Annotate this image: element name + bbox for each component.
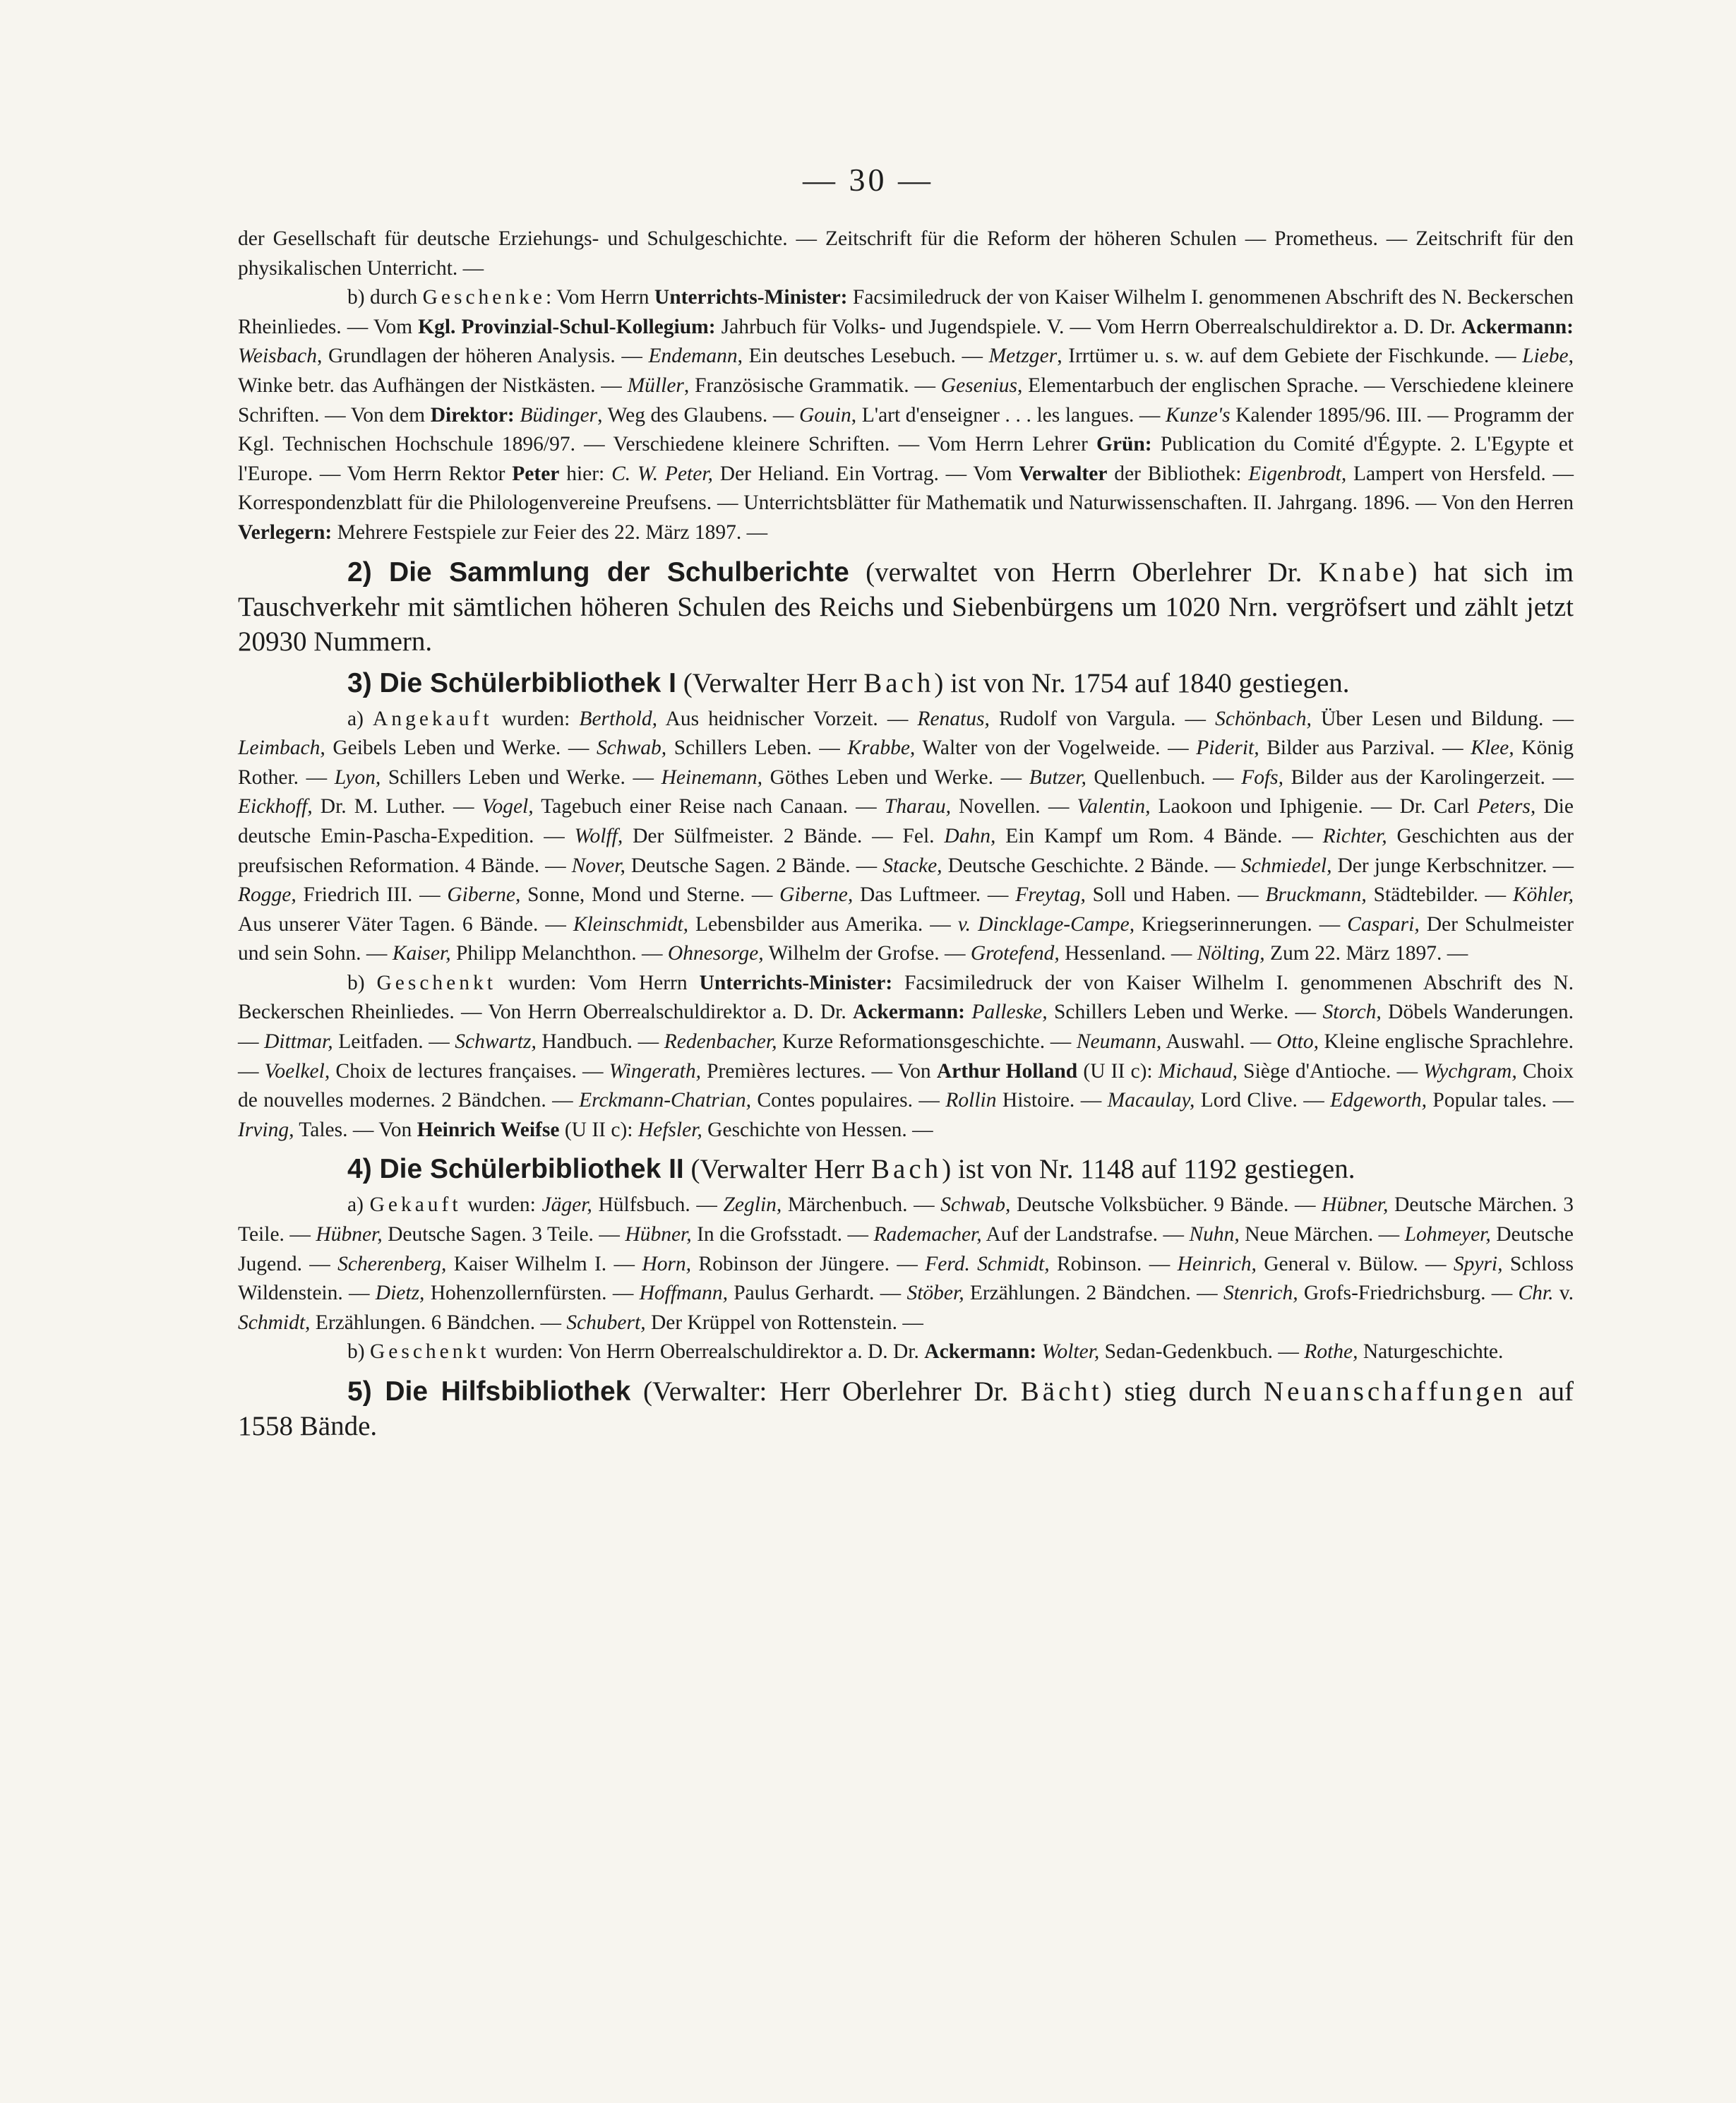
page-body [238,225,1574,1448]
section-2-school-reports: 2) Die Sammlung der Schulberichte (verwaltet von Herrn Oberlehrer Dr. Knabe) hat sich im Tauschverkehr mit sämtlichen höheren Schulen des Reichs und Siebenbürgens um 1020 Nrn. vergröfsert und zählt jetzt 20930 Nummern. [238,556,1574,657]
section-4-heading: 4) Die Schülerbibliothek II (Verwalter Herr Bach) ist von Nr. 1148 auf 1192 gestiegen. [347,1154,1355,1185]
section-5-auxiliary-library: 5) Die Hilfsbibliothek (Verwalter: Herr Oberlehrer Dr. Bächt) stieg durch Neuanschaffungen auf 1558 Bände. [238,1376,1574,1441]
section-4b-gifted: b) Geschenkt wurden: Von Herrn Oberrealschuldirektor a. D. Dr. Ackermann: Wolter, Sedan-Gedenkbuch. — Rothe, Naturgeschichte. [347,1340,1504,1364]
paragraph-gifts-teacher-library: b) durch Geschenke: Vom Herrn Unterrichts-Minister: Facsimiledruck der von Kaiser Wilhelm I. genommenen Abschrift des N. Beckerschen Rheinliedes. — Vom Kgl. Provinzial-Schul-Kollegium: Jahrbuch für Volks- und Jugendspiele. V. — Vom Herrn Oberrealschuldirektor a. D. Dr. Ackermann: Weisbach, Grundlagen der höheren Analysis. — Endemann, Ein deutsches Lesebuch. — Metzger, Irrtümer u. s. w. auf dem Gebiete der Fischkunde. — Liebe, Winke betr. das Aufhängen der Nistkästen. — Müller, Französische Grammatik. — Gesenius, Elementarbuch der englischen Sprache. — Verschiedene kleinere Schriften. — Von dem Direktor: Büdinger, Weg des Glaubens. — Gouin, L'art d'enseigner . . . les langues. — Kunze's Kalender 1895/96. III. — Programm der Kgl. Technischen Hochschule 1896/97. — Verschiedene kleinere Schriften. — Vom Herrn Lehrer Grün: Publication du Comité d'Égypte. 2. L'Egypte et l'Europe. — Vom Herrn Rektor Peter hier: C. W. Peter, Der Heliand. Ein Vortrag. — Vom Verwalter der Bibliothek: Eigenbrodt, Lampert von Hersfeld. — Korrespondenzblatt für die Philologenvereine Preufsens. — Unterrichtsblätter für Mathematik und Naturwissenschaften. II. Jahrgang. 1896. — Von den Herren Verlegern: Mehrere Festspiele zur Feier des 22. März 1897. — [238,286,1574,544]
page-number: — 30 — [803,162,933,198]
paragraph-journals: der Gesellschaft für deutsche Erziehungs- und Schulgeschichte. — Zeitschrift für die Reform der höheren Schulen — Prometheus. — Zeitschrift für den physikalischen Unterricht. — [238,227,1574,280]
section-3a-purchased: a) Angekauft wurden: Berthold, Aus heidnischer Vorzeit. — Renatus, Rudolf von Vargula. — Schönbach, Über Lesen und Bildung. — Leimbach, Geibels Leben und Werke. — Schwab, Schillers Leben. — Krabbe, Walter von der Vogelweide. — Piderit, Bilder aus Parzival. — Klee, König Rother. — Lyon, Schillers Leben und Werke. — Heinemann, Göthes Leben und Werke. — Butzer, Quellenbuch. — Fofs, Bilder aus der Karolingerzeit. — Eickhoff, Dr. M. Luther. — Vogel, Tagebuch einer Reise nach Canaan. — Tharau, Novellen. — Valentin, Laokoon und Iphigenie. — Dr. Carl Peters, Die deutsche Emin-Pascha-Expedition. — Wolff, Der Sülfmeister. 2 Bände. — Fel. Dahn, Ein Kampf um Rom. 4 Bände. — Richter, Geschichten aus der preufsischen Reformation. 4 Bände. — Nover, Deutsche Sagen. 2 Bände. — Stacke, Deutsche Geschichte. 2 Bände. — Schmiedel, Der junge Kerbschnitzer. — Rogge, Friedrich III. — Giberne, Sonne, Mond und Sterne. — Giberne, Das Luftmeer. — Freytag, Soll und Haben. — Bruckmann, Städtebilder. — Köhler, Aus unserer Väter Tagen. 6 Bände. — Kleinschmidt, Lebensbilder aus Amerika. — v. Dincklage-Campe, Kriegserinnerungen. — Caspari, Der Schulmeister und sein Sohn. — Kaiser, Philipp Melanchthon. — Ohnesorge, Wilhelm der Grofse. — Grotefend, Hessenland. — Nölting, Zum 22. März 1897. — [238,707,1574,965]
section-3-heading: 3) Die Schülerbibliothek I (Verwalter Herr Bach) ist von Nr. 1754 auf 1840 gestiegen. [347,667,1350,698]
section-3b-gifted: b) Geschenkt wurden: Vom Herrn Unterrichts-Minister: Facsimiledruck der von Kaiser Wilhelm I. genommenen Abschrift des N. Beckerschen Rheinliedes. — Von Herrn Oberrealschuldirektor a. D. Dr. Ackermann: Palleske, Schillers Leben und Werke. — Storch, Döbels Wanderungen. — Dittmar, Leitfaden. — Schwartz, Handbuch. — Redenbacher, Kurze Reformationsgeschichte. — Neumann, Auswahl. — Otto, Kleine englische Sprachlehre. — Voelkel, Choix de lectures françaises. — Wingerath, Premières lectures. — Von Arthur Holland (U II c): Michaud, Siège d'Antioche. — Wychgram, Choix de nouvelles modernes. 2 Bändchen. — Erckmann-Chatrian, Contes populaires. — Rollin Histoire. — Macaulay, Lord Clive. — Edgeworth, Popular tales. — Irving, Tales. — Von Heinrich Weifse (U II c): Hefsler, Geschichte von Hessen. — [238,971,1574,1141]
section-4a-purchased: a) Gekauft wurden: Jäger, Hülfsbuch. — Zeglin, Märchenbuch. — Schwab, Deutsche Volksbücher. 9 Bände. — Hübner, Deutsche Märchen. 3 Teile. — Hübner, Deutsche Sagen. 3 Teile. — Hübner, In die Grofsstadt. — Rademacher, Auf der Landstrafse. — Nuhn, Neue Märchen. — Lohmeyer, Deutsche Jugend. — Scherenberg, Kaiser Wilhelm I. — Horn, Robinson der Jüngere. — Ferd. Schmidt, Robinson. — Heinrich, General v. Bülow. — Spyri, Schloss Wildenstein. — Dietz, Hohenzollernfürsten. — Hoffmann, Paulus Gerhardt. — Stöber, Erzählungen. 2 Bändchen. — Stenrich, Grofs-Friedrichsburg. — Chr. v. Schmidt, Erzählungen. 6 Bändchen. — Schubert, Der Krüppel von Rottenstein. — [238,1193,1574,1334]
